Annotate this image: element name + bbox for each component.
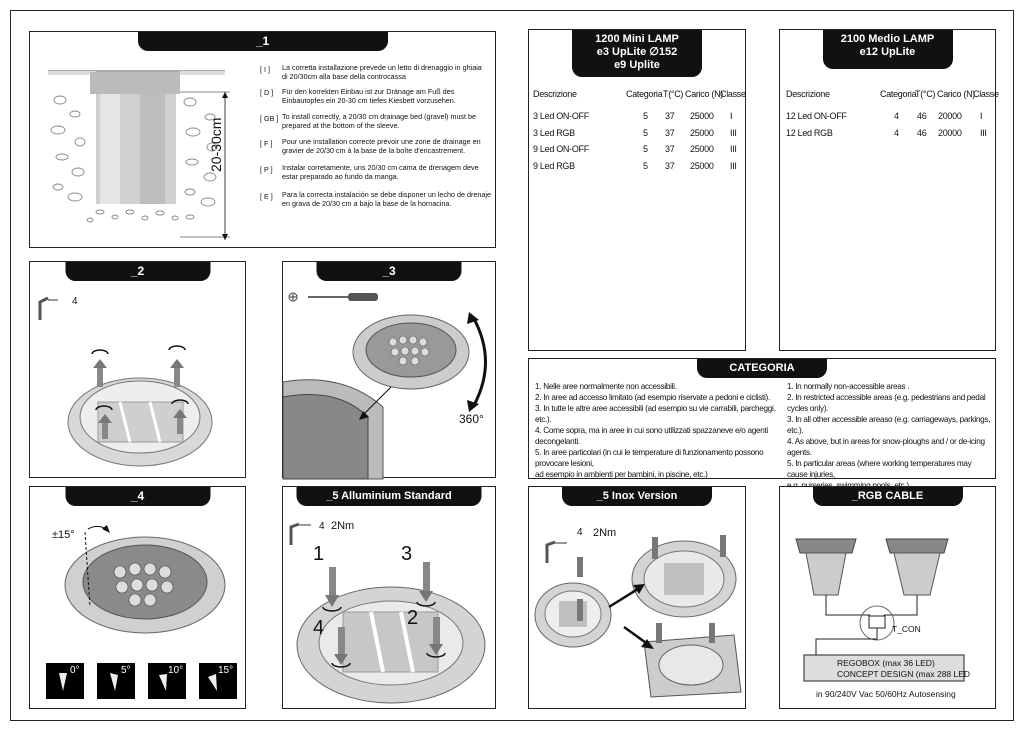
panel-step-5-aluminium: [282, 486, 496, 709]
tilt-label: ±15°: [52, 529, 75, 541]
panel-title: _RGB CABLE: [813, 487, 963, 506]
header-descrizione: Descrizione: [533, 89, 577, 99]
panel-rgb-cable: [779, 486, 996, 709]
row-cell: 46: [917, 111, 927, 121]
lang-code-es: [ E ]: [260, 192, 273, 201]
categoria-line: 2. In aree ad accesso limitato (ad esempio riservate a pedoni e ciclisti).: [535, 393, 770, 402]
categoria-line: 4. As above, but in areas for snow-ploughs and / or de-icing agents.: [787, 437, 985, 457]
row-cell: 25000: [690, 127, 714, 138]
header-temp: T(°C): [663, 89, 684, 99]
power-supply-label: in 90/240V Vac 50/60Hz Autosensing: [816, 689, 956, 699]
hex-key-size: 4: [72, 296, 78, 307]
categoria-line: 5. In aree particolari (in cui le temperature di funzionamento possono provocare lesioni,: [535, 448, 764, 468]
torque-label: 2Nm: [331, 520, 355, 532]
angle-0: 0°: [70, 665, 80, 676]
panel-title: _5 Inox Version: [562, 487, 712, 506]
panel-step-3: [282, 261, 496, 478]
title-line-3: e9 Uplite: [614, 59, 660, 71]
categoria-line: 2. In restricted accessible areas (e.g. pedestrians and pedal cycles only).: [787, 393, 986, 413]
row-cell: 20000: [938, 127, 962, 138]
connector-label: T_CON: [892, 624, 921, 634]
angle-5: 5°: [121, 665, 131, 676]
panel-title: _1: [138, 32, 388, 51]
panel-step-4: [29, 486, 246, 709]
row-cell: 4: [894, 127, 899, 138]
depth-label: 20-30cm: [208, 117, 224, 172]
row-cell: 37: [665, 144, 675, 154]
categoria-italian: [535, 381, 790, 480]
instruction-pt: Instalar corretamente, uns 20/30 cm cama de drenagem deve estar preparado ao fundo da manga.: [282, 163, 479, 181]
instruction-es: Para la correcta instalación se debe disponer un lecho de drenaje en grava de 20/30 cm a bajo la base de la hornacina.: [282, 190, 491, 208]
step-number-4: 4: [313, 617, 325, 639]
header-temp: T(°C): [915, 89, 936, 99]
categoria-english: [787, 381, 992, 491]
row-cell: 25000: [690, 144, 714, 154]
lang-code-fr: [ F ]: [260, 139, 273, 148]
categoria-line: 5. In particular areas (where working temperatures may cause injuries,: [787, 459, 972, 479]
categoria-line: 4. Come sopra, ma in aree in cui sono utilizzati spazzaneve e/o agenti decongelanti.: [535, 426, 768, 446]
panel-mini-lamp: [528, 29, 746, 351]
lang-code-gb: [ GB ]: [260, 114, 279, 123]
remove-screws-illustration: [30, 262, 247, 479]
box-line-2: CONCEPT DESIGN (max 288 LED: [837, 669, 971, 679]
row-cell: III: [730, 144, 737, 154]
panel-title: _3: [317, 262, 462, 281]
categoria-line: 1. Nelle aree normalmente non accessibili.: [535, 382, 677, 391]
instruction-it: La corretta installazione prevede un letto di drenaggio in ghiaia di 20/30cm alla base della controcassa: [282, 63, 482, 81]
row-cell: III: [730, 127, 737, 138]
hex-key-size: 4: [577, 527, 583, 538]
box-line-1: REGOBOX (max 36 LED): [837, 658, 935, 668]
row-cell: III: [730, 160, 737, 171]
panel-step-5-inox: [528, 486, 746, 709]
panel-installation-drainage: [29, 31, 496, 248]
instruction-de: Für den korrekten Einbau ist zur Dränage am Fuß des Einbautopfes ein 20-30 cm tiefes Kiesbett vorzusehen.: [282, 87, 456, 105]
panel-medio-lamp: [779, 29, 999, 351]
row-description: 3 Led ON-OFF: [533, 111, 589, 121]
lang-code-it: [ I ]: [260, 65, 270, 74]
row-cell: 5: [643, 160, 648, 171]
header-classe: Classe: [973, 89, 999, 99]
row-cell: 5: [643, 111, 648, 121]
tilt-illustration: [30, 487, 247, 710]
row-description: 9 Led RGB: [533, 160, 575, 171]
product-title: [823, 30, 953, 69]
step-number-3: 3: [401, 543, 413, 565]
instruction-gb: To install correctly, a 20/30 cm drainage bed (gravel) must be prepared at the bottom of the sleeve.: [282, 112, 477, 130]
rotation-label: 360°: [459, 412, 484, 426]
angle-15: 15°: [218, 665, 234, 676]
step-number-1: 1: [313, 543, 325, 565]
title-line-1: 2100 Medio LAMP: [840, 33, 935, 45]
row-cell: 5: [643, 127, 648, 138]
row-description: 12 Led ON-OFF: [786, 111, 847, 121]
lang-code-pt: [ P ]: [260, 165, 273, 174]
categoria-line: ad esempio in ambienti per bambini, in piscine, etc.): [535, 470, 708, 479]
row-cell: I: [980, 111, 983, 121]
header-carico: Carico (N): [937, 89, 976, 99]
header-descrizione: Descrizione: [786, 89, 830, 99]
row-cell: 25000: [690, 111, 714, 121]
row-cell: 20000: [938, 111, 962, 121]
panel-title: _4: [65, 487, 210, 506]
row-cell: 5: [643, 144, 648, 154]
panel-title: _2: [65, 262, 210, 281]
title-line-2: e12 UpLite: [859, 46, 916, 58]
lang-code-de: [ D ]: [260, 88, 274, 97]
header-categoria: Categoria: [626, 89, 663, 99]
angle-10: 10°: [168, 665, 184, 676]
panel-step-2: [29, 261, 246, 478]
rotate-illustration: [283, 262, 497, 479]
row-cell: 37: [665, 111, 675, 121]
row-cell: 37: [665, 127, 675, 138]
panel-title: _5 Alluminium Standard: [297, 487, 482, 506]
row-description: 9 Led ON-OFF: [533, 144, 589, 154]
header-categoria: Categoria: [880, 89, 917, 99]
instruction-fr: Pour une installation correcte prévoir une zone de drainage en gravier de 20/30 cm à la base de la boîte d'encastrement.: [282, 137, 481, 155]
torque-label: 2Nm: [593, 527, 617, 539]
tighten-screws-inox: [529, 487, 747, 710]
row-description: 12 Led RGB: [786, 127, 833, 138]
row-cell: 46: [917, 127, 927, 138]
row-cell: 37: [665, 160, 675, 171]
title-line-2: e3 UpLite ∅152: [596, 46, 678, 58]
row-description: 3 Led RGB: [533, 127, 575, 138]
tighten-screws-aluminium: [283, 487, 497, 710]
product-title: [572, 30, 702, 77]
step-number-2: 2: [407, 607, 419, 629]
row-cell: I: [730, 111, 733, 121]
header-carico: Carico (N): [685, 89, 724, 99]
hex-key-size: 4: [319, 521, 325, 532]
row-cell: 25000: [690, 160, 714, 171]
row-cell: III: [980, 127, 987, 138]
categoria-title: CATEGORIA: [697, 359, 827, 378]
title-line-1: 1200 Mini LAMP: [595, 33, 679, 45]
header-classe: Classe: [720, 89, 746, 99]
categoria-line: 3. In all other accessible areaso (e.g. carriageways, parkings, etc.).: [787, 415, 991, 435]
row-cell: 4: [894, 111, 899, 121]
categoria-line: 1. In normally non-accessible areas .: [787, 382, 910, 391]
panel-categoria: [528, 358, 996, 479]
categoria-line: 3. In tutte le altre aree accessibili (ad esempio su vie carrabili, parcheggi, etc.).: [535, 404, 776, 424]
